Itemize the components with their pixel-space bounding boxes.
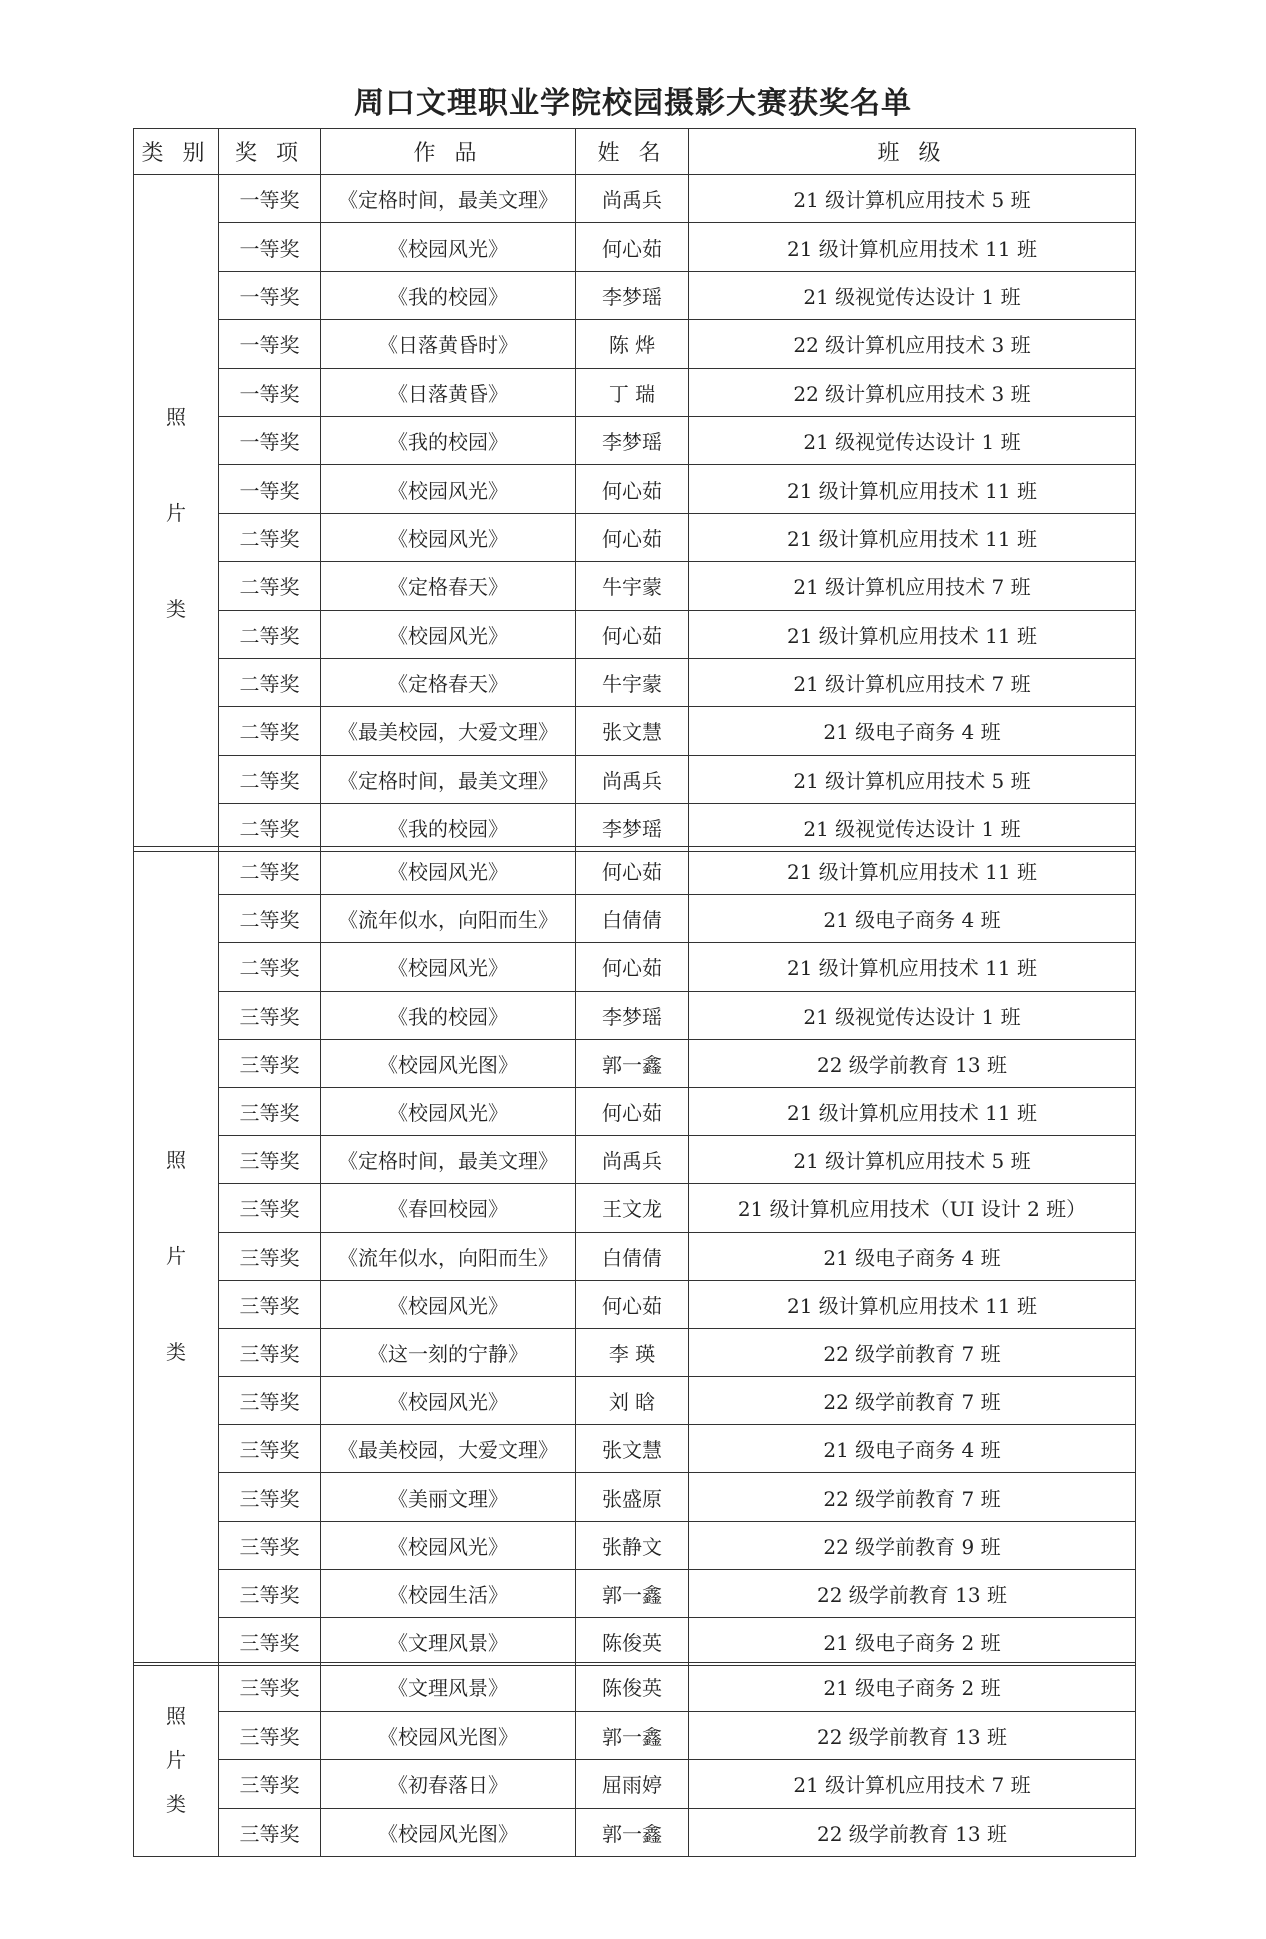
class-cell: 21 级电子商务 4 班 xyxy=(689,1232,1136,1280)
award-cell: 三等奖 xyxy=(219,1232,321,1280)
table-row xyxy=(134,1808,1136,1857)
class-cell: 21 级计算机应用技术 11 班 xyxy=(689,610,1136,658)
award-cell: 二等奖 xyxy=(219,658,321,706)
award-cell: 三等奖 xyxy=(219,1039,321,1087)
name-cell: 白倩倩 xyxy=(576,1232,689,1280)
work-cell: 《我的校园》 xyxy=(321,991,576,1039)
work-cell: 《流年似水，向阳而生》 xyxy=(321,1232,576,1280)
award-cell: 三等奖 xyxy=(219,1521,321,1569)
work-cell: 《最美校园，大爱文理》 xyxy=(321,707,576,755)
table-row xyxy=(134,895,1136,943)
table-row xyxy=(134,610,1136,658)
work-cell: 《文理风景》 xyxy=(321,1618,576,1666)
name-cell: 郭一鑫 xyxy=(576,1711,689,1760)
work-cell: 《校园风光》 xyxy=(321,1521,576,1569)
work-cell: 《校园风光》 xyxy=(321,847,576,895)
name-cell: 郭一鑫 xyxy=(576,1569,689,1617)
table-row xyxy=(134,416,1136,464)
table-row xyxy=(134,1473,1136,1521)
name-cell: 陈俊英 xyxy=(576,1618,689,1666)
work-cell: 《校园风光》 xyxy=(321,223,576,271)
header-work: 作 品 xyxy=(321,129,576,175)
name-cell: 牛宇蒙 xyxy=(576,562,689,610)
work-cell: 《校园风光》 xyxy=(321,943,576,991)
award-cell: 一等奖 xyxy=(219,271,321,319)
class-cell: 22 级学前教育 7 班 xyxy=(689,1328,1136,1376)
work-cell: 《春回校园》 xyxy=(321,1184,576,1232)
class-cell: 22 级学前教育 13 班 xyxy=(689,1569,1136,1617)
award-cell: 一等奖 xyxy=(219,223,321,271)
class-cell: 22 级学前教育 13 班 xyxy=(689,1711,1136,1760)
table-row xyxy=(134,943,1136,991)
category-char: 类 xyxy=(166,597,186,622)
table-row xyxy=(134,271,1136,319)
awards-table-1 xyxy=(133,128,1136,852)
header-row xyxy=(134,129,1136,175)
work-cell: 《校园风光》 xyxy=(321,1280,576,1328)
class-cell: 21 级计算机应用技术 5 班 xyxy=(689,175,1136,223)
class-cell: 21 级计算机应用技术 11 班 xyxy=(689,1280,1136,1328)
award-cell: 三等奖 xyxy=(219,1473,321,1521)
class-cell: 22 级学前教育 7 班 xyxy=(689,1377,1136,1425)
name-cell: 李梦瑶 xyxy=(576,804,689,852)
class-cell: 21 级电子商务 4 班 xyxy=(689,1425,1136,1473)
table-row xyxy=(134,1663,1136,1712)
work-cell: 《校园风光图》 xyxy=(321,1711,576,1760)
award-cell: 三等奖 xyxy=(219,1425,321,1473)
class-cell: 21 级视觉传达设计 1 班 xyxy=(689,991,1136,1039)
award-cell: 三等奖 xyxy=(219,1328,321,1376)
category-char: 照 xyxy=(166,1703,186,1728)
class-cell: 22 级学前教育 13 班 xyxy=(689,1808,1136,1857)
name-cell: 李梦瑶 xyxy=(576,271,689,319)
award-cell: 三等奖 xyxy=(219,1618,321,1666)
table-row xyxy=(134,1232,1136,1280)
award-cell: 三等奖 xyxy=(219,991,321,1039)
name-cell: 李梦瑶 xyxy=(576,991,689,1039)
award-cell: 二等奖 xyxy=(219,707,321,755)
work-cell: 《校园风光》 xyxy=(321,610,576,658)
work-cell: 《日落黄昏时》 xyxy=(321,320,576,368)
table-row xyxy=(134,1711,1136,1760)
name-cell: 尚禹兵 xyxy=(576,755,689,803)
class-cell: 21 级视觉传达设计 1 班 xyxy=(689,271,1136,319)
work-cell: 《流年似水，向阳而生》 xyxy=(321,895,576,943)
table-row xyxy=(134,847,1136,895)
class-cell: 21 级电子商务 2 班 xyxy=(689,1618,1136,1666)
name-cell: 白倩倩 xyxy=(576,895,689,943)
award-cell: 二等奖 xyxy=(219,943,321,991)
category-char: 类 xyxy=(166,1340,186,1365)
table-row xyxy=(134,513,1136,561)
award-cell: 三等奖 xyxy=(219,1087,321,1135)
work-cell: 《定格春天》 xyxy=(321,658,576,706)
work-cell: 《校园风光》 xyxy=(321,513,576,561)
name-cell: 李梦瑶 xyxy=(576,416,689,464)
name-cell: 何心茹 xyxy=(576,223,689,271)
class-cell: 22 级计算机应用技术 3 班 xyxy=(689,368,1136,416)
header-award: 奖 项 xyxy=(219,129,321,175)
name-cell: 丁 瑞 xyxy=(576,368,689,416)
award-cell: 三等奖 xyxy=(219,1760,321,1809)
class-cell: 22 级计算机应用技术 3 班 xyxy=(689,320,1136,368)
table-row xyxy=(134,1425,1136,1473)
class-cell: 21 级计算机应用技术 7 班 xyxy=(689,1760,1136,1809)
name-cell: 何心茹 xyxy=(576,847,689,895)
class-cell: 21 级计算机应用技术 11 班 xyxy=(689,847,1136,895)
work-cell: 《定格春天》 xyxy=(321,562,576,610)
work-cell: 《校园风光》 xyxy=(321,1087,576,1135)
category-char: 片 xyxy=(166,1747,186,1772)
award-cell: 三等奖 xyxy=(219,1280,321,1328)
work-cell: 《校园生活》 xyxy=(321,1569,576,1617)
class-cell: 21 级视觉传达设计 1 班 xyxy=(689,416,1136,464)
name-cell: 王文龙 xyxy=(576,1184,689,1232)
name-cell: 何心茹 xyxy=(576,465,689,513)
work-cell: 《最美校园，大爱文理》 xyxy=(321,1425,576,1473)
class-cell: 21 级计算机应用技术 5 班 xyxy=(689,755,1136,803)
table-row xyxy=(134,991,1136,1039)
work-cell: 《这一刻的宁静》 xyxy=(321,1328,576,1376)
class-cell: 21 级视觉传达设计 1 班 xyxy=(689,804,1136,852)
name-cell: 陈 烨 xyxy=(576,320,689,368)
table-row xyxy=(134,755,1136,803)
award-cell: 一等奖 xyxy=(219,368,321,416)
table-row xyxy=(134,658,1136,706)
name-cell: 何心茹 xyxy=(576,1280,689,1328)
name-cell: 李 瑛 xyxy=(576,1328,689,1376)
table-row xyxy=(134,1618,1136,1666)
table-row xyxy=(134,1087,1136,1135)
work-cell: 《校园风光》 xyxy=(321,1377,576,1425)
table-row xyxy=(134,368,1136,416)
award-cell: 三等奖 xyxy=(219,1808,321,1857)
category-char: 类 xyxy=(166,1791,186,1816)
work-cell: 《校园风光》 xyxy=(321,465,576,513)
header-class: 班 级 xyxy=(689,129,1136,175)
award-cell: 一等奖 xyxy=(219,175,321,223)
name-cell: 尚禹兵 xyxy=(576,1136,689,1184)
name-cell: 何心茹 xyxy=(576,513,689,561)
work-cell: 《美丽文理》 xyxy=(321,1473,576,1521)
table-row xyxy=(134,1760,1136,1809)
class-cell: 21 级计算机应用技术 11 班 xyxy=(689,513,1136,561)
name-cell: 张文慧 xyxy=(576,1425,689,1473)
work-cell: 《初春落日》 xyxy=(321,1760,576,1809)
award-cell: 二等奖 xyxy=(219,895,321,943)
award-cell: 二等奖 xyxy=(219,610,321,658)
award-cell: 二等奖 xyxy=(219,562,321,610)
header-name: 姓 名 xyxy=(576,129,689,175)
award-cell: 一等奖 xyxy=(219,320,321,368)
category-cell xyxy=(134,847,219,1666)
table-row xyxy=(134,223,1136,271)
table-row xyxy=(134,804,1136,852)
award-cell: 二等奖 xyxy=(219,804,321,852)
name-cell: 尚禹兵 xyxy=(576,175,689,223)
table-row xyxy=(134,1136,1136,1184)
class-cell: 22 级学前教育 13 班 xyxy=(689,1039,1136,1087)
class-cell: 21 级计算机应用技术 11 班 xyxy=(689,943,1136,991)
name-cell: 郭一鑫 xyxy=(576,1808,689,1857)
class-cell: 21 级计算机应用技术 7 班 xyxy=(689,658,1136,706)
name-cell: 陈俊英 xyxy=(576,1663,689,1712)
work-cell: 《校园风光图》 xyxy=(321,1808,576,1857)
award-cell: 一等奖 xyxy=(219,416,321,464)
category-char: 照 xyxy=(166,405,186,430)
name-cell: 牛宇蒙 xyxy=(576,658,689,706)
name-cell: 张文慧 xyxy=(576,707,689,755)
name-cell: 何心茹 xyxy=(576,610,689,658)
name-cell: 郭一鑫 xyxy=(576,1039,689,1087)
award-cell: 三等奖 xyxy=(219,1569,321,1617)
work-cell: 《定格时间，最美文理》 xyxy=(321,755,576,803)
class-cell: 22 级学前教育 7 班 xyxy=(689,1473,1136,1521)
work-cell: 《日落黄昏》 xyxy=(321,368,576,416)
name-cell: 刘 晗 xyxy=(576,1377,689,1425)
class-cell: 21 级电子商务 4 班 xyxy=(689,895,1136,943)
award-cell: 一等奖 xyxy=(219,465,321,513)
work-cell: 《校园风光图》 xyxy=(321,1039,576,1087)
class-cell: 21 级计算机应用技术 5 班 xyxy=(689,1136,1136,1184)
class-cell: 21 级计算机应用技术 11 班 xyxy=(689,465,1136,513)
work-cell: 《定格时间，最美文理》 xyxy=(321,1136,576,1184)
work-cell: 《定格时间，最美文理》 xyxy=(321,175,576,223)
class-cell: 21 级计算机应用技术 7 班 xyxy=(689,562,1136,610)
awards-table-2 xyxy=(133,846,1136,1666)
award-cell: 三等奖 xyxy=(219,1136,321,1184)
table-row xyxy=(134,320,1136,368)
table-row xyxy=(134,1328,1136,1376)
table-row xyxy=(134,1184,1136,1232)
award-cell: 二等奖 xyxy=(219,847,321,895)
table-row xyxy=(134,562,1136,610)
table-row xyxy=(134,1569,1136,1617)
name-cell: 张静文 xyxy=(576,1521,689,1569)
award-cell: 三等奖 xyxy=(219,1377,321,1425)
table-row xyxy=(134,1377,1136,1425)
award-cell: 二等奖 xyxy=(219,513,321,561)
award-cell: 二等奖 xyxy=(219,755,321,803)
award-cell: 三等奖 xyxy=(219,1184,321,1232)
class-cell: 21 级电子商务 4 班 xyxy=(689,707,1136,755)
table-row xyxy=(134,707,1136,755)
work-cell: 《我的校园》 xyxy=(321,804,576,852)
table-row xyxy=(134,1521,1136,1569)
table-row xyxy=(134,1280,1136,1328)
category-char: 片 xyxy=(166,1244,186,1269)
header-category: 类 别 xyxy=(134,129,219,175)
awards-table-3 xyxy=(133,1662,1136,1857)
class-cell: 21 级电子商务 2 班 xyxy=(689,1663,1136,1712)
category-char: 照 xyxy=(166,1148,186,1173)
class-cell: 21 级计算机应用技术（UI 设计 2 班） xyxy=(689,1184,1136,1232)
category-cell xyxy=(134,175,219,852)
class-cell: 21 级计算机应用技术 11 班 xyxy=(689,223,1136,271)
table-row xyxy=(134,175,1136,223)
work-cell: 《文理风景》 xyxy=(321,1663,576,1712)
name-cell: 何心茹 xyxy=(576,943,689,991)
name-cell: 屈雨婷 xyxy=(576,1760,689,1809)
class-cell: 21 级计算机应用技术 11 班 xyxy=(689,1087,1136,1135)
work-cell: 《我的校园》 xyxy=(321,271,576,319)
award-cell: 三等奖 xyxy=(219,1663,321,1712)
award-cell: 三等奖 xyxy=(219,1711,321,1760)
table-row xyxy=(134,465,1136,513)
class-cell: 22 级学前教育 9 班 xyxy=(689,1521,1136,1569)
category-char: 片 xyxy=(166,501,186,526)
page-title: 周口文理职业学院校园摄影大赛获奖名单 xyxy=(354,86,912,121)
name-cell: 张盛原 xyxy=(576,1473,689,1521)
table-row xyxy=(134,1039,1136,1087)
work-cell: 《我的校园》 xyxy=(321,416,576,464)
category-cell xyxy=(134,1663,219,1857)
name-cell: 何心茹 xyxy=(576,1087,689,1135)
